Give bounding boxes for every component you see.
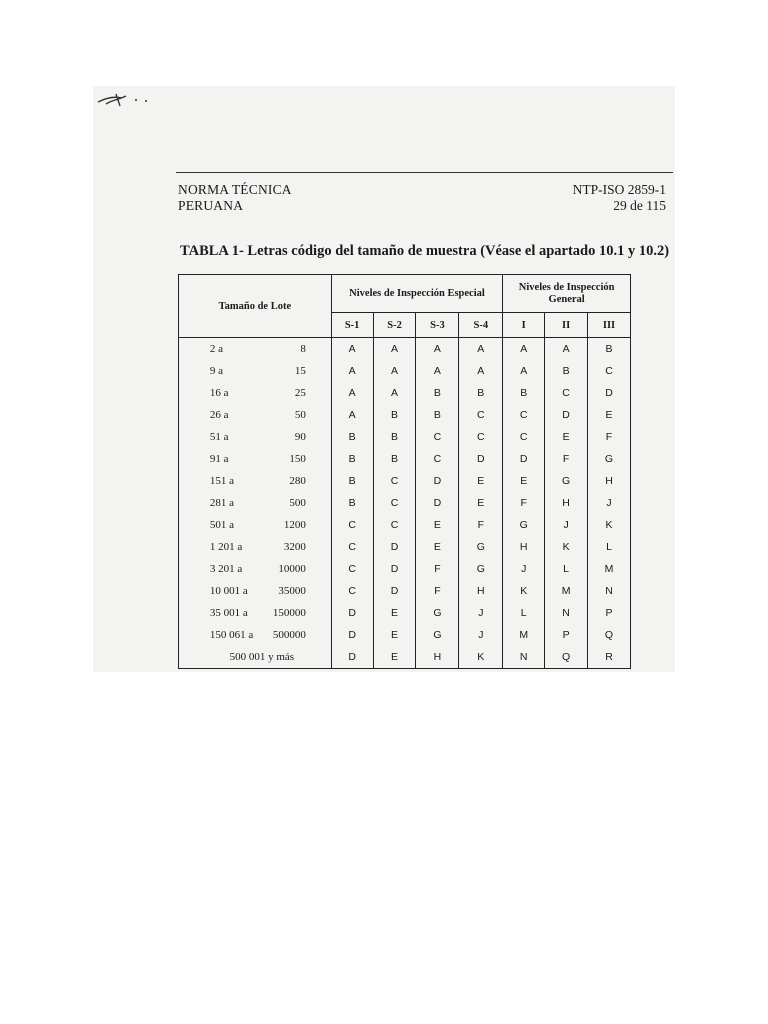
lot-to: 280 xyxy=(289,475,306,487)
lot-to: 500000 xyxy=(272,629,306,641)
code-letter: N xyxy=(545,602,588,624)
code-letter: G xyxy=(588,448,631,470)
col-header: S-3 xyxy=(416,313,459,338)
lot-range xyxy=(179,492,332,514)
lot-range xyxy=(179,470,332,492)
code-letter: D xyxy=(331,646,373,669)
lot-range xyxy=(179,602,332,624)
standard-code-line1: NTP-ISO 2859-1 xyxy=(572,182,666,197)
code-letter: B xyxy=(331,492,373,514)
code-letter: E xyxy=(588,404,631,426)
code-letter: E xyxy=(503,470,545,492)
code-letter: D xyxy=(331,624,373,646)
code-letter: B xyxy=(373,404,416,426)
code-letter: Q xyxy=(545,646,588,669)
standard-name-line2: PERUANA xyxy=(178,198,244,213)
lot-to: 10000 xyxy=(278,563,306,575)
col-header: I xyxy=(503,313,545,338)
code-letter: J xyxy=(459,624,503,646)
code-letter: A xyxy=(373,360,416,382)
code-letter: Q xyxy=(588,624,631,646)
lot-range xyxy=(179,624,332,646)
code-letter: H xyxy=(503,536,545,558)
code-letter: M xyxy=(503,624,545,646)
lot-to: 15 xyxy=(294,365,306,377)
lot-from: 2 a xyxy=(209,343,223,355)
code-letter: H xyxy=(416,646,459,669)
lot-to: 50 xyxy=(294,409,306,421)
code-letter: A xyxy=(373,338,416,361)
code-letter: B xyxy=(331,448,373,470)
code-letter: C xyxy=(416,448,459,470)
lot-range xyxy=(179,404,332,426)
code-letter: M xyxy=(588,558,631,580)
table-row xyxy=(179,448,631,470)
code-letter: A xyxy=(503,360,545,382)
code-letter: E xyxy=(416,514,459,536)
code-letter: C xyxy=(373,492,416,514)
col-header: III xyxy=(588,313,631,338)
code-letter: E xyxy=(373,646,416,669)
lot-range xyxy=(179,338,332,361)
code-letter: D xyxy=(588,382,631,404)
code-letter: C xyxy=(459,404,503,426)
code-letter: R xyxy=(588,646,631,669)
lot-to: 150000 xyxy=(272,607,306,619)
lot-range xyxy=(179,558,332,580)
code-letter: J xyxy=(545,514,588,536)
code-letter: P xyxy=(588,602,631,624)
code-letter: B xyxy=(503,382,545,404)
code-letter: G xyxy=(459,558,503,580)
lot-range xyxy=(179,514,332,536)
standard-name-line1: NORMA TÉCNICA xyxy=(178,182,292,197)
code-letter: A xyxy=(503,338,545,361)
code-letter: E xyxy=(416,536,459,558)
code-letter: C xyxy=(331,536,373,558)
code-letter: E xyxy=(545,426,588,448)
sample-size-code-table xyxy=(178,274,631,669)
code-letter: N xyxy=(588,580,631,602)
code-letter: A xyxy=(331,404,373,426)
code-letter: B xyxy=(331,470,373,492)
table-row xyxy=(179,602,631,624)
lot-last: 500 001 y más xyxy=(229,651,295,663)
code-letter: L xyxy=(545,558,588,580)
lot-to: 25 xyxy=(294,387,306,399)
table-row xyxy=(179,558,631,580)
lot-from: 501 a xyxy=(209,519,234,531)
code-letter: K xyxy=(503,580,545,602)
standard-code xyxy=(573,182,666,214)
code-letter: J xyxy=(459,602,503,624)
lot-from: 3 201 a xyxy=(209,563,243,575)
code-letter: D xyxy=(373,580,416,602)
code-letter: B xyxy=(373,448,416,470)
code-letter: B xyxy=(459,382,503,404)
code-letter: B xyxy=(545,360,588,382)
col-header: S-4 xyxy=(459,313,503,338)
lot-from: 26 a xyxy=(209,409,229,421)
lot-to: 1200 xyxy=(283,519,306,531)
code-letter: C xyxy=(503,404,545,426)
table-row xyxy=(179,536,631,558)
lot-range xyxy=(179,448,332,470)
lot-range xyxy=(179,360,332,382)
code-letter: F xyxy=(503,492,545,514)
code-letter: L xyxy=(503,602,545,624)
code-letter: C xyxy=(331,514,373,536)
code-letter: A xyxy=(416,338,459,361)
general-levels-header: Niveles de Inspección General xyxy=(503,275,631,313)
code-letter: G xyxy=(459,536,503,558)
code-letter: F xyxy=(416,580,459,602)
code-letter: D xyxy=(416,492,459,514)
page-number: 29 de 115 xyxy=(613,198,666,213)
code-letter: A xyxy=(459,338,503,361)
code-letter: J xyxy=(588,492,631,514)
code-letter: D xyxy=(373,536,416,558)
lot-to: 90 xyxy=(294,431,306,443)
col-header: S-2 xyxy=(373,313,416,338)
code-letter: A xyxy=(545,338,588,361)
table-row xyxy=(179,492,631,514)
lot-range xyxy=(179,646,332,669)
code-letter: D xyxy=(545,404,588,426)
special-levels-header: Niveles de Inspección Especial xyxy=(331,275,503,313)
code-letter: C xyxy=(545,382,588,404)
code-letter: B xyxy=(416,382,459,404)
code-letter: C xyxy=(416,426,459,448)
code-letter: G xyxy=(545,470,588,492)
lot-range xyxy=(179,580,332,602)
col-header: S-1 xyxy=(331,313,373,338)
code-letter: G xyxy=(416,602,459,624)
code-letter: J xyxy=(503,558,545,580)
code-letter: M xyxy=(545,580,588,602)
code-letter: L xyxy=(588,536,631,558)
code-letter: A xyxy=(373,382,416,404)
code-letter: D xyxy=(331,602,373,624)
code-letter: C xyxy=(459,426,503,448)
code-letter: B xyxy=(416,404,459,426)
code-letter: C xyxy=(503,426,545,448)
code-letter: B xyxy=(588,338,631,361)
table-row xyxy=(179,338,631,361)
lot-from: 1 201 a xyxy=(209,541,243,553)
code-letter: K xyxy=(459,646,503,669)
lot-size-header: Tamaño de Lote xyxy=(179,275,332,338)
code-letter: P xyxy=(545,624,588,646)
lot-from: 281 a xyxy=(209,497,234,509)
code-letter: H xyxy=(545,492,588,514)
standard-name xyxy=(178,182,292,214)
lot-from: 35 001 a xyxy=(209,607,248,619)
code-letter: A xyxy=(416,360,459,382)
code-letter: A xyxy=(459,360,503,382)
code-letter: C xyxy=(588,360,631,382)
lot-from: 16 a xyxy=(209,387,229,399)
lot-range xyxy=(179,382,332,404)
lot-from: 91 a xyxy=(209,453,229,465)
code-letter: G xyxy=(503,514,545,536)
code-letter: C xyxy=(373,514,416,536)
table-row xyxy=(179,360,631,382)
code-letter: C xyxy=(373,470,416,492)
lot-range xyxy=(179,426,332,448)
table-row xyxy=(179,470,631,492)
lot-to: 3200 xyxy=(283,541,306,553)
code-letter: A xyxy=(331,382,373,404)
lot-to: 500 xyxy=(289,497,306,509)
table-row xyxy=(179,580,631,602)
lot-from: 9 a xyxy=(209,365,223,377)
code-letter: B xyxy=(373,426,416,448)
code-letter: A xyxy=(331,360,373,382)
lot-from: 10 001 a xyxy=(209,585,248,597)
table-row xyxy=(179,426,631,448)
code-letter: D xyxy=(416,470,459,492)
lot-to: 150 xyxy=(289,453,306,465)
table-row xyxy=(179,624,631,646)
table-row xyxy=(179,514,631,536)
code-letter: G xyxy=(416,624,459,646)
lot-from: 150 061 a xyxy=(209,629,254,641)
code-letter: F xyxy=(416,558,459,580)
code-letter: H xyxy=(459,580,503,602)
code-letter: N xyxy=(503,646,545,669)
code-letter: E xyxy=(459,470,503,492)
code-letter: B xyxy=(331,426,373,448)
code-letter: D xyxy=(503,448,545,470)
code-letter: A xyxy=(331,338,373,361)
code-letter: E xyxy=(373,602,416,624)
lot-from: 51 a xyxy=(209,431,229,443)
header-rule xyxy=(176,172,673,173)
code-letter: C xyxy=(331,580,373,602)
code-letter: E xyxy=(459,492,503,514)
code-letter: E xyxy=(373,624,416,646)
code-letter: K xyxy=(545,536,588,558)
lot-range xyxy=(179,536,332,558)
code-letter: H xyxy=(588,470,631,492)
table-row xyxy=(179,646,631,669)
lot-to: 8 xyxy=(300,343,306,355)
table-row xyxy=(179,404,631,426)
table-title: TABLA 1- Letras código del tamaño de muestra (Véase el apartado 10.1 y 10.2) xyxy=(180,243,670,259)
code-letter: F xyxy=(545,448,588,470)
lot-to: 35000 xyxy=(278,585,306,597)
code-letter: K xyxy=(588,514,631,536)
code-letter: D xyxy=(373,558,416,580)
col-header: II xyxy=(545,313,588,338)
lot-from: 151 a xyxy=(209,475,234,487)
table-row xyxy=(179,382,631,404)
code-letter: F xyxy=(588,426,631,448)
code-letter: D xyxy=(459,448,503,470)
code-letter: C xyxy=(331,558,373,580)
handwritten-mark xyxy=(96,88,156,110)
code-letter: F xyxy=(459,514,503,536)
